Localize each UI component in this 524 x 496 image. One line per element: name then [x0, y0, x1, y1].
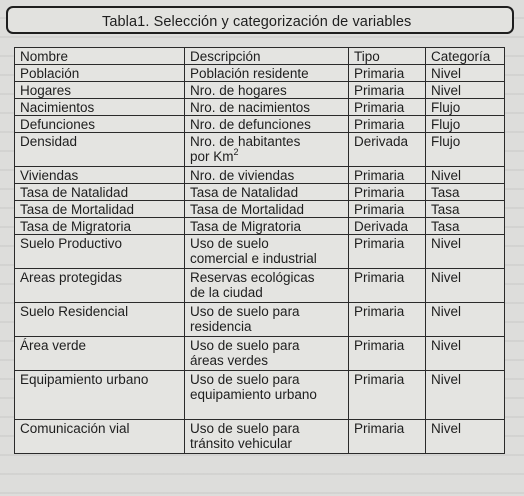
header-descripcion: Descripción	[185, 48, 349, 65]
table-row	[15, 99, 505, 116]
table-row	[15, 269, 505, 303]
cell-tipo: Primaria	[349, 371, 426, 420]
cell-descripcion-line: Uso de suelo para	[190, 372, 300, 387]
cell-nombre: Areas protegidas	[15, 269, 185, 303]
table-row	[15, 235, 505, 269]
cell-nombre: Suelo Productivo	[15, 235, 185, 269]
cell-descripcion	[185, 133, 349, 167]
cell-descripcion-line: Reservas ecológicas	[190, 270, 315, 285]
cell-tipo: Primaria	[349, 420, 426, 454]
cell-tipo: Primaria	[349, 116, 426, 133]
cell-tipo: Primaria	[349, 167, 426, 184]
cell-descripcion-line: Nro. de defunciones	[190, 117, 311, 132]
table-row	[15, 82, 505, 99]
cell-descripcion-line: Uso de suelo para	[190, 421, 300, 436]
cell-descripcion-line: Población residente	[190, 66, 309, 81]
header-tipo: Tipo	[349, 48, 426, 65]
cell-categoria: Nivel	[426, 82, 505, 99]
cell-tipo: Derivada	[349, 218, 426, 235]
table-row	[15, 337, 505, 371]
table-row	[15, 201, 505, 218]
cell-nombre: Suelo Residencial	[15, 303, 185, 337]
table-header-row	[15, 48, 505, 65]
table-row	[15, 133, 505, 167]
cell-categoria: Tasa	[426, 184, 505, 201]
table-caption-box	[6, 6, 514, 34]
cell-descripcion-line: equipamiento urbano	[190, 387, 317, 402]
cell-categoria: Flujo	[426, 116, 505, 133]
cell-descripcion-line: Uso de suelo para	[190, 304, 300, 319]
cell-descripcion-line	[190, 149, 343, 164]
table-row	[15, 371, 505, 420]
cell-nombre: Densidad	[15, 133, 185, 167]
cell-descripcion-line: Nro. de hogares	[190, 83, 287, 98]
cell-categoria: Nivel	[426, 269, 505, 303]
cell-nombre: Nacimientos	[15, 99, 185, 116]
cell-descripcion-line: Uso de suelo	[190, 236, 269, 251]
cell-tipo: Primaria	[349, 65, 426, 82]
cell-descripcion-line: residencia	[190, 319, 252, 334]
cell-descripcion	[185, 337, 349, 371]
cell-descripcion-line: Nro. de nacimientos	[190, 100, 311, 115]
density-unit: por Km	[190, 149, 234, 164]
cell-descripcion-line: tránsito vehicular	[190, 436, 293, 451]
cell-descripcion-line: Nro. de habitantes	[190, 134, 301, 149]
cell-descripcion-line: Tasa de Migratoria	[190, 219, 302, 234]
cell-nombre: Tasa de Mortalidad	[15, 201, 185, 218]
cell-tipo: Primaria	[349, 201, 426, 218]
cell-categoria: Nivel	[426, 65, 505, 82]
cell-descripcion-line: Tasa de Natalidad	[190, 185, 299, 200]
cell-nombre: Tasa de Migratoria	[15, 218, 185, 235]
cell-descripcion-line: comercial e industrial	[190, 251, 317, 266]
cell-categoria: Nivel	[426, 371, 505, 420]
cell-descripcion-line: áreas verdes	[190, 353, 269, 368]
cell-descripcion	[185, 82, 349, 99]
cell-descripcion	[185, 167, 349, 184]
cell-descripcion-line: Uso de suelo para	[190, 338, 300, 353]
cell-descripcion	[185, 99, 349, 116]
cell-descripcion	[185, 184, 349, 201]
unit-superscript: 2	[233, 147, 239, 157]
cell-descripcion	[185, 303, 349, 337]
cell-tipo: Primaria	[349, 337, 426, 371]
table-row	[15, 167, 505, 184]
cell-categoria: Flujo	[426, 99, 505, 116]
header-nombre: Nombre	[15, 48, 185, 65]
cell-categoria: Tasa	[426, 201, 505, 218]
cell-descripcion	[185, 201, 349, 218]
table-row	[15, 218, 505, 235]
cell-descripcion	[185, 269, 349, 303]
cell-categoria: Nivel	[426, 420, 505, 454]
header-categoria: Categoría	[426, 48, 505, 65]
cell-categoria: Flujo	[426, 133, 505, 167]
cell-categoria: Nivel	[426, 337, 505, 371]
cell-categoria: Nivel	[426, 167, 505, 184]
cell-nombre: Hogares	[15, 82, 185, 99]
cell-categoria: Nivel	[426, 303, 505, 337]
cell-descripcion-line: Nro. de viviendas	[190, 168, 295, 183]
cell-descripcion	[185, 65, 349, 82]
cell-tipo: Primaria	[349, 303, 426, 337]
variables-table	[14, 47, 505, 454]
cell-nombre: Defunciones	[15, 116, 185, 133]
table-row	[15, 420, 505, 454]
cell-descripcion	[185, 218, 349, 235]
cell-nombre: Equipamiento urbano	[15, 371, 185, 420]
cell-descripcion-line: Tasa de Mortalidad	[190, 202, 305, 217]
table-row	[15, 65, 505, 82]
cell-descripcion	[185, 420, 349, 454]
cell-tipo: Primaria	[349, 269, 426, 303]
cell-categoria: Nivel	[426, 235, 505, 269]
cell-descripcion	[185, 116, 349, 133]
table-row	[15, 303, 505, 337]
cell-nombre: Viviendas	[15, 167, 185, 184]
cell-nombre: Población	[15, 65, 185, 82]
table-row	[15, 116, 505, 133]
cell-tipo: Derivada	[349, 133, 426, 167]
table-caption: Tabla1. Selección y categorización de variables	[102, 14, 412, 30]
cell-tipo: Primaria	[349, 184, 426, 201]
cell-tipo: Primaria	[349, 82, 426, 99]
cell-nombre: Tasa de Natalidad	[15, 184, 185, 201]
table-row	[15, 184, 505, 201]
cell-tipo: Primaria	[349, 99, 426, 116]
cell-descripcion	[185, 235, 349, 269]
cell-descripcion	[185, 371, 349, 420]
cell-nombre: Comunicación vial	[15, 420, 185, 454]
cell-categoria: Tasa	[426, 218, 505, 235]
cell-descripcion-line: de la ciudad	[190, 285, 263, 300]
cell-nombre: Área verde	[15, 337, 185, 371]
cell-tipo: Primaria	[349, 235, 426, 269]
